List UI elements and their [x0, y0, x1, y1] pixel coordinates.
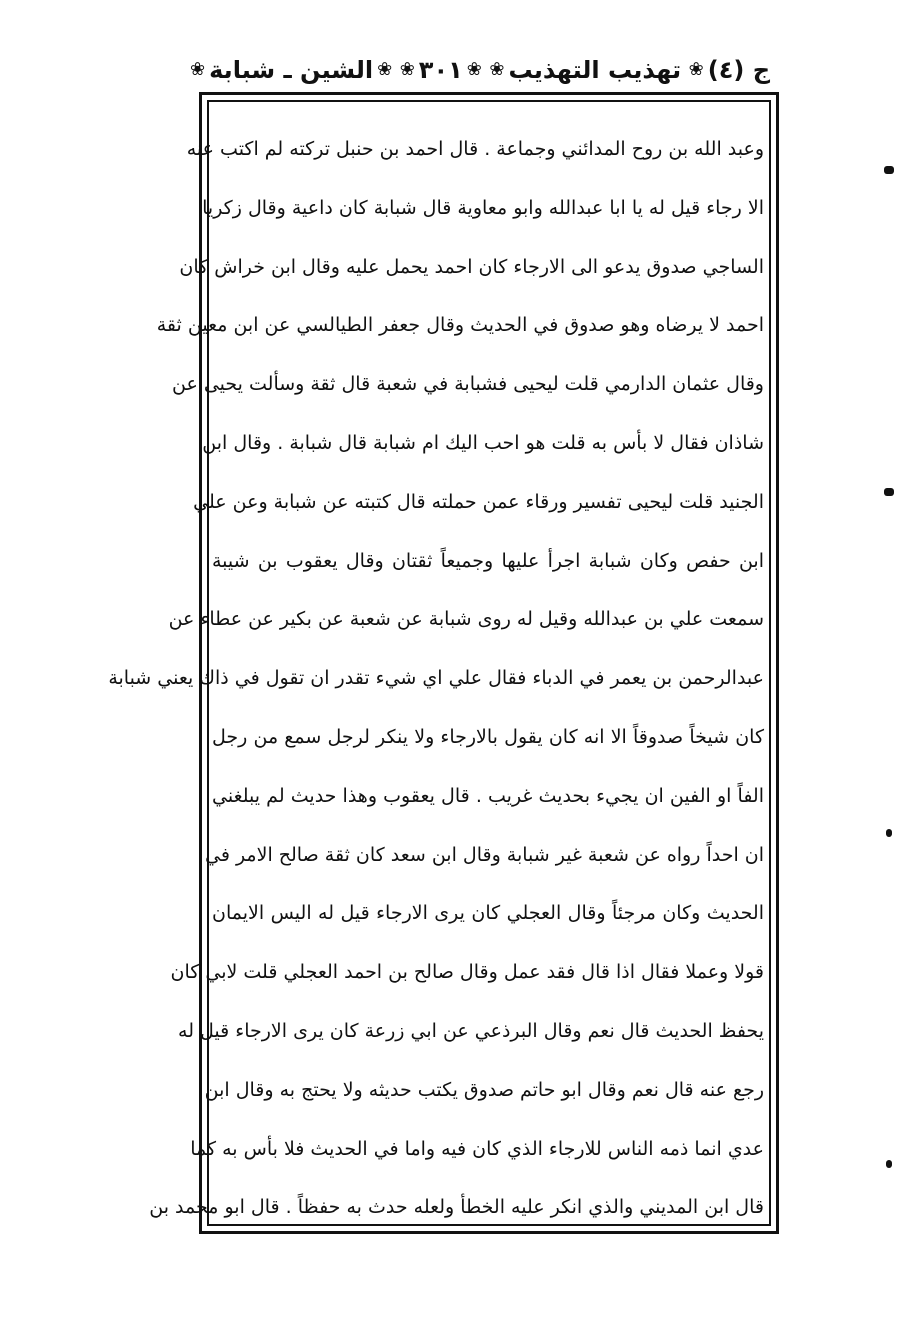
- margin-mark: [884, 488, 894, 496]
- page-number-segment: [400, 56, 482, 84]
- volume-segment: [689, 56, 770, 84]
- text-line-8: ابن حفص وكان شبابة اجرأ عليها وجميعاً ثقتان وقال يعقوب بن شيبة: [212, 549, 764, 572]
- text-line-16: يحفظ الحديث قال نعم وقال البرذعي عن ابي زرعة كان يرى الارجاء قيل له: [178, 1019, 764, 1042]
- margin-mark: [886, 1160, 892, 1168]
- flower-ornament-icon: ❀: [377, 59, 393, 80]
- flower-ornament-icon: ❀: [190, 59, 206, 80]
- section-title: الشين ـ شبابة: [209, 56, 374, 84]
- flower-ornament-icon: ❀: [688, 59, 704, 80]
- text-line-4: احمد لا يرضاه وهو صدوق في الحديث وقال جعفر الطيالسي عن ابن معين ثقة: [156, 314, 764, 337]
- margin-mark: [886, 829, 892, 837]
- flower-ornament-icon: ❀: [399, 59, 415, 80]
- text-line-15: قولا وعملا فقال اذا قال فقد عمل وقال صالح بن احمد العجلي قلت لابي كان: [170, 961, 764, 984]
- flower-ornament-icon: ❀: [466, 59, 482, 80]
- text-line-9: سمعت علي بن عبدالله وقيل له روى شبابة عن شعبة عن بكير عن عطاء عن: [168, 608, 764, 631]
- flower-ornament-icon: ❀: [489, 59, 505, 80]
- text-line-17: رجع عنه قال نعم وقال ابو حاتم صدوق يكتب حديثه ولا يحتج به وقال ابن: [204, 1078, 764, 1101]
- page-header: [190, 48, 770, 92]
- text-line-10: عبدالرحمن بن يعمر في الدباء فقال علي اي شيء تقدر ان تقول في ذاك يعني شبابة: [108, 667, 764, 690]
- text-line-1: وعبد الله بن روح المدائني وجماعة . قال احمد بن حنبل تركته لم اكتب عنه: [186, 138, 764, 160]
- book-title: تهذيب التهذيب: [508, 56, 682, 84]
- volume-label: ج (٤): [707, 56, 770, 84]
- page-number: ٣٠١: [418, 56, 463, 84]
- text-line-7: الجنيد قلت ليحيى تفسير ورقاء عمن حملته قال كتبته عن شبابة وعن علي: [193, 490, 764, 513]
- text-line-19: قال ابن المديني والذي انكر عليه الخطأ ولعله حدث به حفظاً . قال ابو محمد بن: [149, 1196, 764, 1219]
- margin-mark: [884, 166, 894, 174]
- text-line-2: الا رجاء قيل له يا ابا عبدالله وابو معاوية قال شبابة كان داعية وقال زكريا: [202, 196, 764, 219]
- text-line-3: الساجي صدوق يدعو الى الارجاء كان احمد يحمل عليه وقال ابن خراش كان: [179, 255, 764, 278]
- text-line-13: ان احداً رواه عن شعبة غير شبابة وقال ابن سعد كان ثقة صالح الامر في: [204, 843, 764, 866]
- text-line-6: شاذان فقال لا بأس به قلت هو احب اليك ام شبابة قال شبابة . وقال ابن: [202, 431, 764, 454]
- book-title-segment: [489, 56, 681, 84]
- section-segment: [190, 56, 392, 84]
- text-line-12: الفاً او الفين ان يجيء بحديث غريب . قال يعقوب وهذا حديث لم يبلغني: [212, 784, 764, 807]
- text-body: [108, 120, 764, 1220]
- text-line-5: وقال عثمان الدارمي قلت ليحيى فشبابة في شعبة قال ثقة وسألت يحيى عن: [172, 373, 764, 396]
- text-line-11: كان شيخاً صدوقاً الا انه كان يقول بالارجاء ولا ينكر لرجل سمع من رجل: [212, 725, 764, 748]
- text-line-14: الحديث وكان مرجئاً وقال العجلي كان يرى الارجاء قيل له اليس الايمان: [212, 902, 764, 925]
- text-line-18: عدي انما ذمه الناس للارجاء الذي كان فيه واما في الحديث فلا بأس به كما: [190, 1137, 764, 1160]
